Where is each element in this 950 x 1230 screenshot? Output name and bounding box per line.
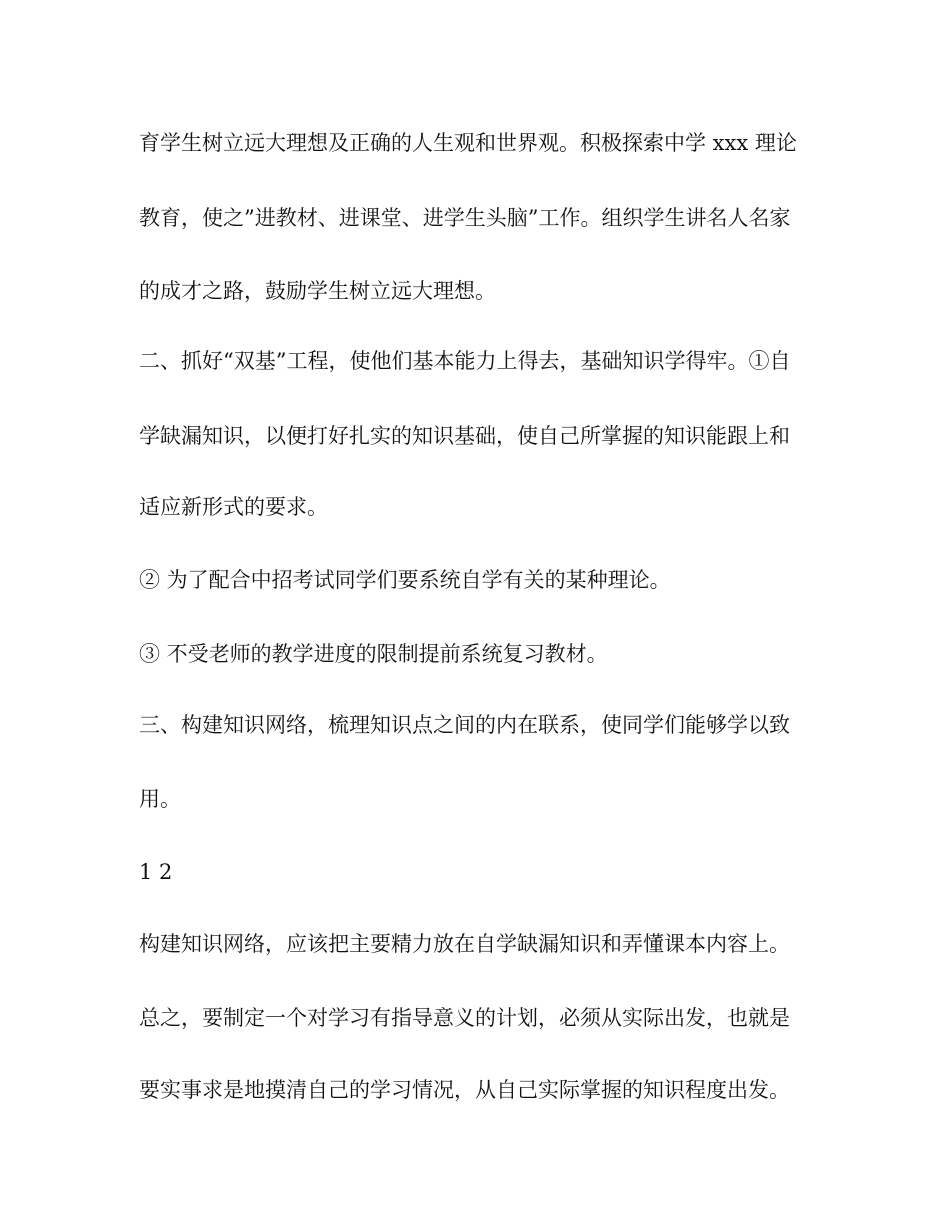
page-number: 1 2 — [139, 860, 173, 884]
text-line: 构建知识网络，应该把主要精力放在自学缺漏知识和弄懂课本内容上。 — [139, 932, 790, 956]
text-line: 要实事求是地摸清自己的学习情况，从自己实际掌握的知识程度出发。 — [139, 1078, 790, 1102]
text-line: 二、抓好“双基”工程，使他们基本能力上得去，基础知识学得牢。①自 — [139, 349, 791, 373]
text-line: 总之，要制定一个对学习有指导意义的计划，必须从实际出发，也就是 — [139, 1006, 790, 1030]
text-line: ② 为了配合中招考试同学们要系统自学有关的某种理论。 — [139, 568, 671, 592]
text-line: 育学生树立远大理想及正确的人生观和世界观。积极探索中学 xxx 理论 — [139, 131, 797, 155]
text-line: 的成才之路，鼓励学生树立远大理想。 — [139, 279, 496, 303]
text-line: ③ 不受老师的教学进度的限制提前系统复习教材。 — [139, 642, 608, 666]
text-line: 适应新形式的要求。 — [139, 495, 328, 519]
text-line: 三、构建知识网络，梳理知识点之间的内在联系，使同学们能够学以致 — [139, 713, 790, 737]
text-line: 用。 — [139, 787, 181, 811]
text-line: 学缺漏知识，以便打好扎实的知识基础，使自己所掌握的知识能跟上和 — [139, 424, 790, 448]
text-line: 教育，使之”进教材、进课堂、进学生头脑”工作。组织学生讲名人名家 — [139, 206, 791, 230]
